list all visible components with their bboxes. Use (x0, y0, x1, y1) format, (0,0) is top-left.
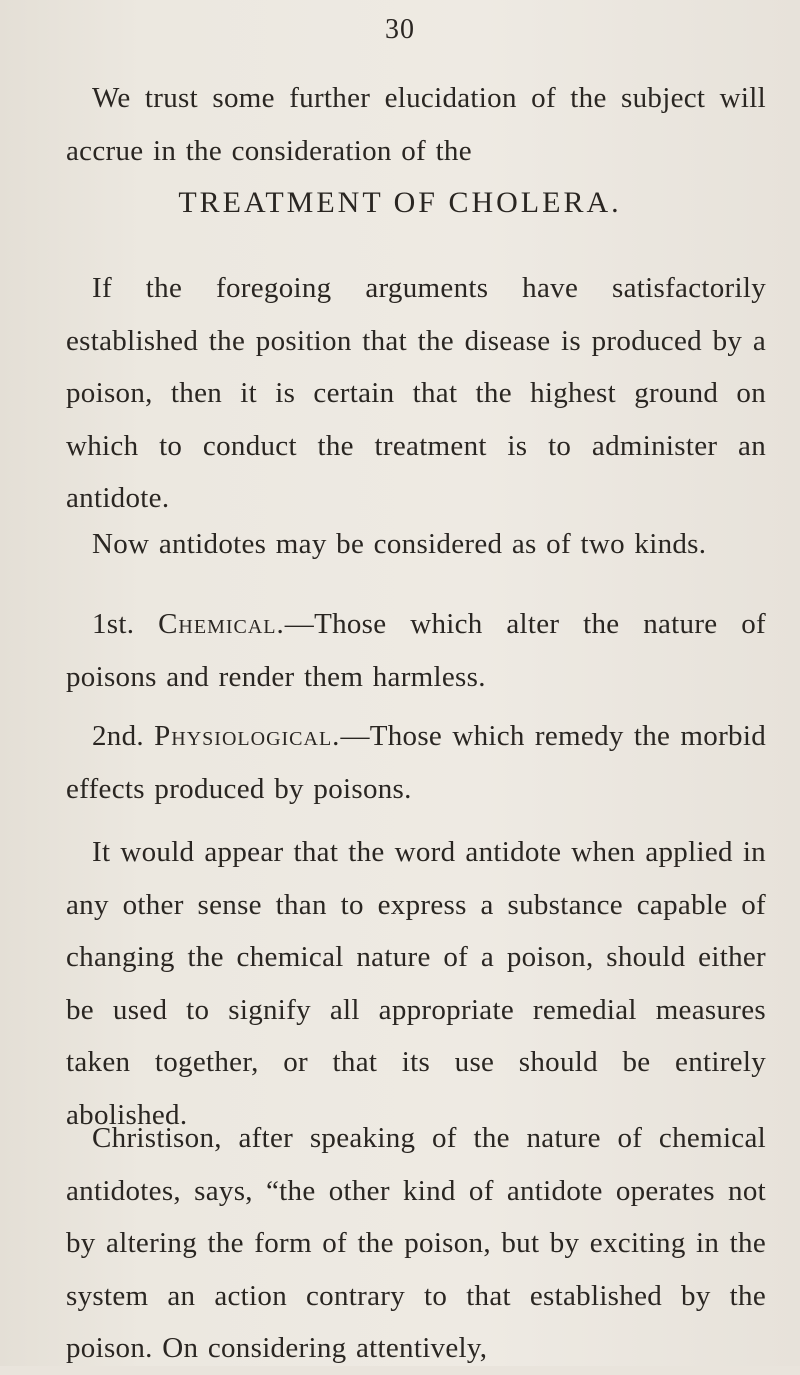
page-number: 30 (385, 14, 415, 45)
section-heading: TREATMENT OF CHOLERA. (178, 186, 622, 219)
paragraph-christison-quote: Christison, after speaking of the nature of chemical antidotes, says, “the other kind of antidote operates not by altering the form of the poison, but by exciting in the system an action contrary to that established by the poison. On considering attentively, (66, 1122, 766, 1364)
paragraph-two-kinds: Now antidotes may be considered as of two kinds. (92, 528, 707, 560)
paragraph-foregoing-arguments: If the foregoing arguments have satisfactorily established the position that the disease is produced by a poison, then it is certain that the highest ground on which to conduct the treatment is to administer an antidote. (66, 272, 766, 514)
paragraph-antidote-meaning: It would appear that the word antidote when applied in any other sense than to express a substance capable of changing the chemical nature of a poison, should either be used to signify all appropriate remedial measures taken together, or that its use should be entirely abolished. (66, 836, 766, 1131)
kind-ordinal: 2nd. (92, 720, 144, 752)
kind-description: —Those which alter the nature of poisons and render them harmless. (66, 608, 766, 693)
kind-name: Physiological. (154, 720, 341, 752)
antidote-kind-physiological (66, 710, 766, 815)
intro-paragraph: We trust some further elucidation of the subject will accrue in the consideration of the (66, 82, 766, 167)
kind-description: —Those which remedy the morbid effects produced by poisons. (66, 720, 766, 805)
kind-ordinal: 1st. (92, 608, 135, 640)
antidote-kind-chemical (66, 598, 766, 703)
kind-name: Chemical. (158, 608, 285, 640)
